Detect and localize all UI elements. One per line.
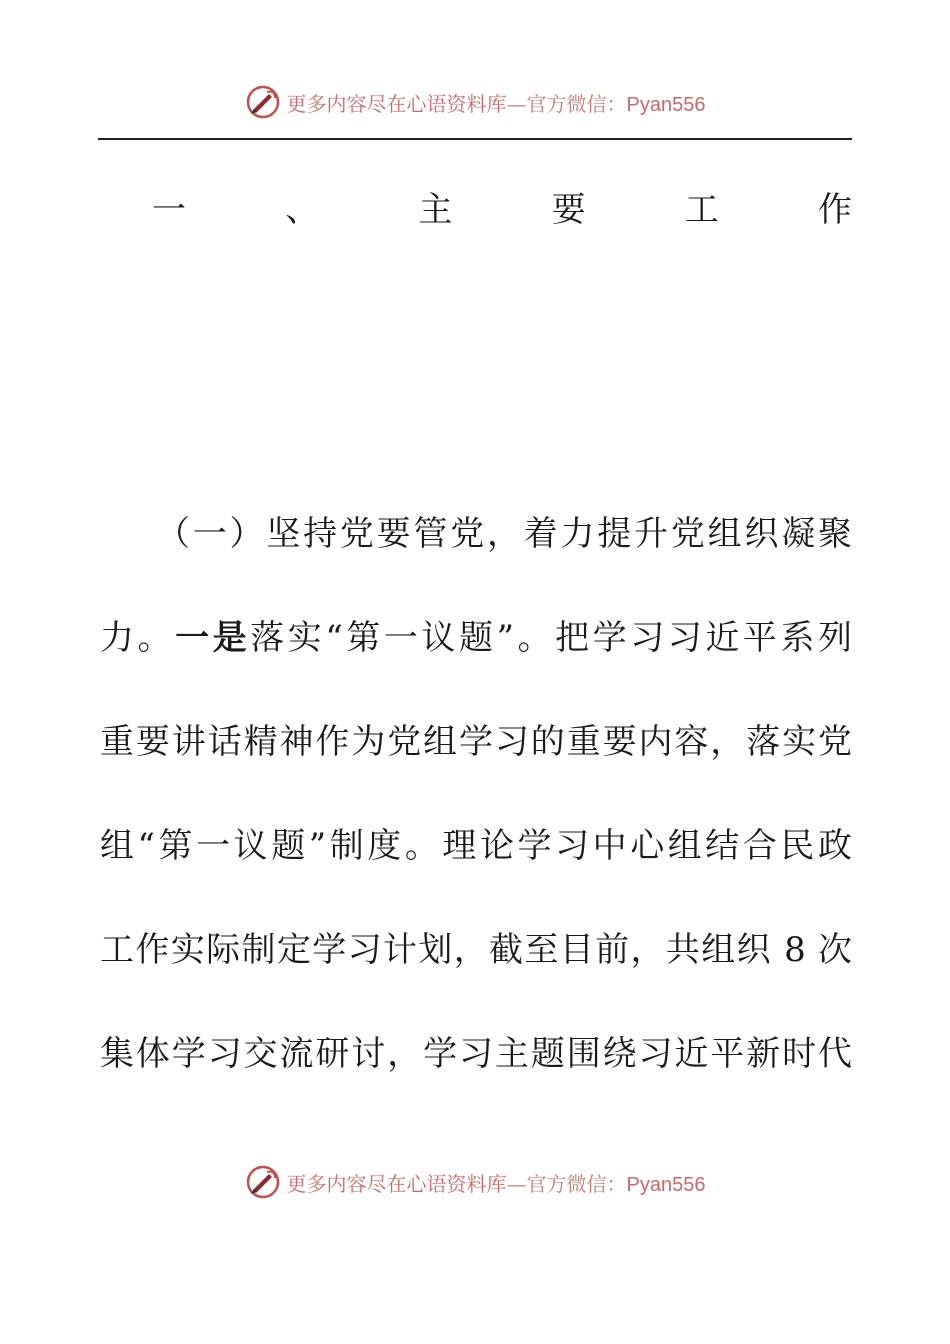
heading-char: 作 [817,190,852,230]
paragraph-line: 力。一是落实“第一议题”。把学习习近平系列 [100,618,853,658]
heading-char: 要 [551,190,586,230]
header-divider [98,138,852,140]
heading-char: 一 [152,190,186,230]
paragraph-line: 集体学习交流研讨，学习主题围绕习近平新时代 [100,1034,852,1074]
emphasis-text: 一是 [175,618,251,658]
pen-logo-icon [245,1164,281,1200]
paragraph-line: 重要讲话精神作为党组学习的重要内容，落实党 [100,722,852,762]
body-paragraph [100,482,852,1106]
paragraph-line: （一）坚持党要管党，着力提升党组织凝聚 [156,514,852,554]
paragraph-line: 组“第一议题”制度。理论学习中心组结合民政 [100,826,852,866]
heading-char: 工 [684,190,719,230]
heading-char: 、 [285,190,320,230]
section-heading [152,188,852,232]
banner-text: 更多内容尽在心语资料库—官方微信：Pyan556 [286,91,706,116]
paragraph-line: 工作实际制定学习计划，截至目前，共组织 8 次 [100,930,852,970]
pen-logo-icon [245,84,281,120]
header-banner [0,84,950,120]
banner-text: 更多内容尽在心语资料库—官方微信：Pyan556 [286,1171,706,1196]
footer-banner [0,1164,950,1200]
heading-char: 主 [418,190,453,230]
